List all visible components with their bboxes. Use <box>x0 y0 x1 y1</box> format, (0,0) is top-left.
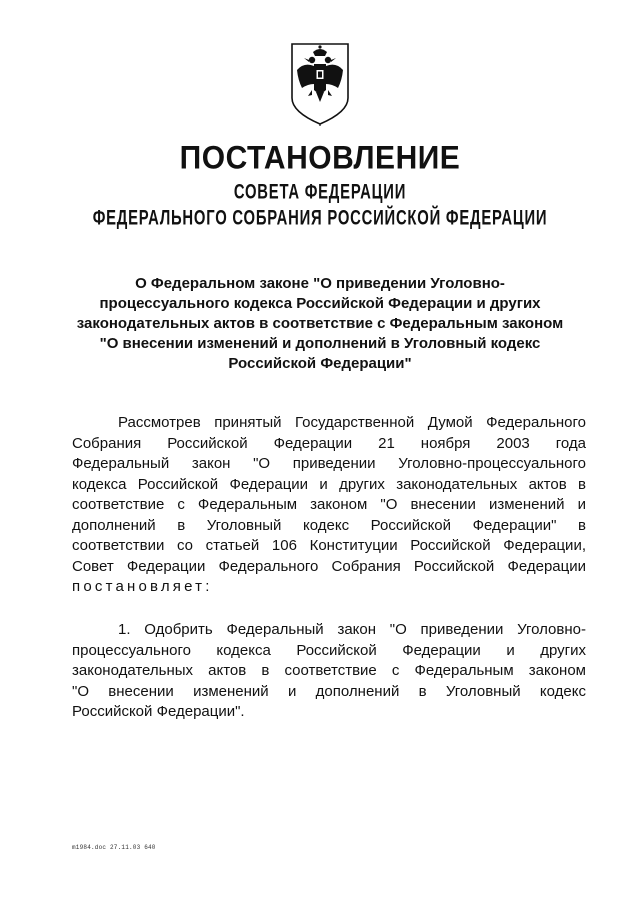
document-title: ПОСТАНОВЛЕНИЕ <box>179 140 461 177</box>
paragraph-line: кодекса Российской Федерации и других законодательных актов в <box>72 475 586 493</box>
clause-line: "О внесении изменений и дополнений в Уголовный кодекс <box>72 682 586 700</box>
law-title-line: О Федеральном законе "О приведении Уголовно- <box>135 275 505 292</box>
resolves-word: постановляет: <box>72 578 213 595</box>
paragraph-line: Рассмотрев принятый Государственной Думой Федерального <box>118 414 586 431</box>
law-title-line: "О внесении изменений и дополнений в Уголовный кодекс <box>99 335 541 352</box>
preamble-paragraph <box>72 413 586 598</box>
paragraph-line: Федеральный закон "О приведении Уголовно-процессуального <box>72 455 586 472</box>
paragraph-line: соответствие с Федеральным законом "О внесении изменений и <box>72 496 586 513</box>
clause-line: законодательных актов в соответствие с Федеральным законом <box>72 662 586 679</box>
paragraph-line: Собрания Российской Федерации 21 ноября 2003 года <box>72 434 586 452</box>
law-title-line: Российской Федерации" <box>228 355 412 372</box>
law-title-line: законодательных актов в соответствие с Федеральным законом <box>76 315 564 332</box>
clause-line: процессуального кодекса Российской Федерации и других <box>72 641 586 659</box>
issuer-line-1: СОВЕТА ФЕДЕРАЦИИ <box>233 180 407 204</box>
file-reference-mark: m1984.doc 27.11.03 640 <box>72 844 156 851</box>
clause-1 <box>72 620 586 723</box>
paragraph-line: соответствии со статьей 106 Конституции Российской Федерации, <box>72 537 586 554</box>
russian-coat-of-arms-icon <box>288 40 352 126</box>
clause-line: Российской Федерации". <box>72 703 245 720</box>
law-title <box>60 274 580 374</box>
paragraph-line: дополнений в Уголовный кодекс Российской Федерации" в <box>72 516 586 534</box>
issuer-line-2: ФЕДЕРАЛЬНОГО СОБРАНИЯ РОССИЙСКОЙ ФЕДЕРАЦИИ <box>92 206 548 230</box>
law-title-line: процессуального кодекса Российской Федерации и других <box>99 295 541 312</box>
paragraph-line: Совет Федерации Федерального Собрания Российской Федерации <box>72 557 586 575</box>
clause-line: 1. Одобрить Федеральный закон "О приведении Уголовно- <box>118 621 586 638</box>
